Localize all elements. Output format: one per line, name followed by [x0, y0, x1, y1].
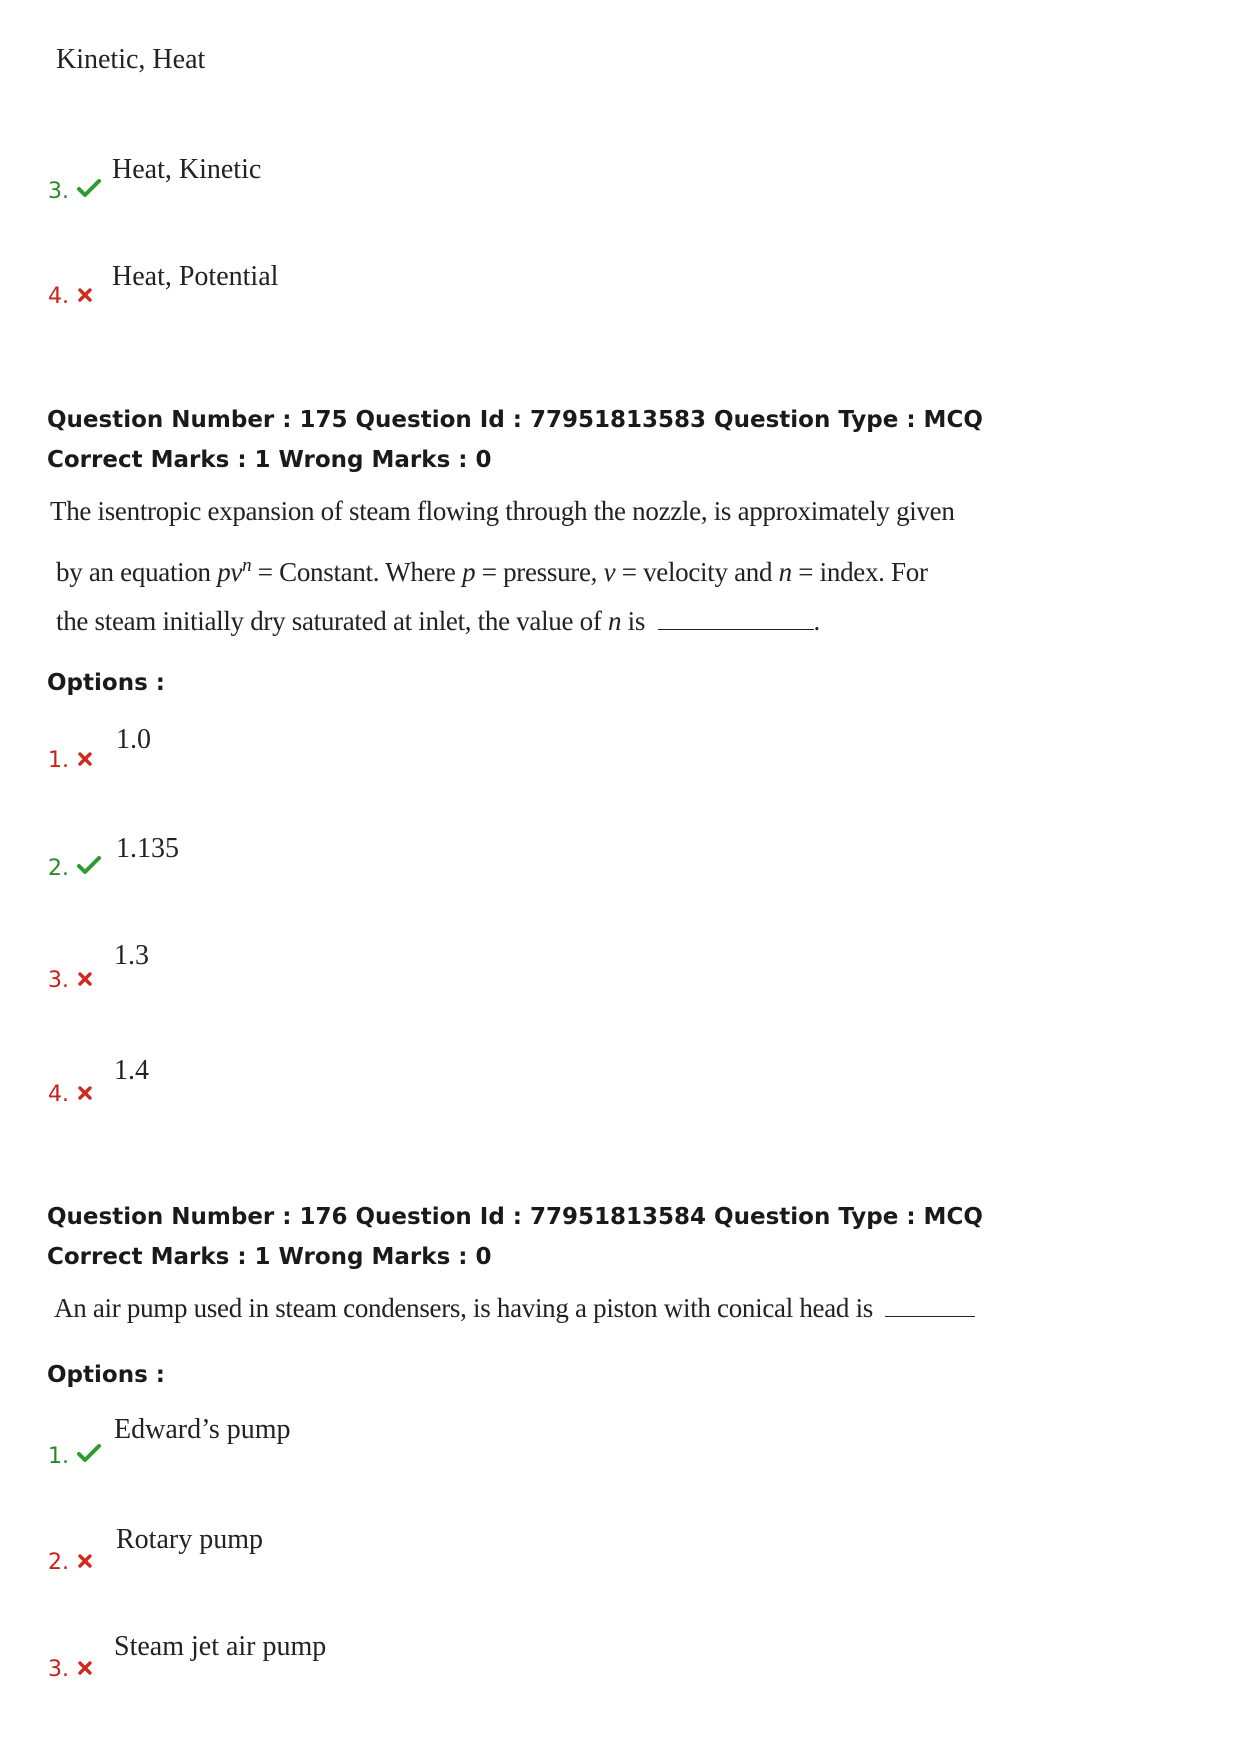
option-number: 1. [48, 1443, 69, 1469]
option-row-176-2 [48, 1550, 93, 1575]
check-icon [77, 1443, 101, 1469]
option-text: Heat, Potential [112, 261, 279, 292]
option-text: Heat, Kinetic [112, 154, 262, 185]
cross-icon [77, 1657, 93, 1682]
option-text: Edward’s pump [114, 1414, 291, 1445]
option-row-prev-3 [48, 178, 101, 204]
question-text-line: An air pump used in steam condensers, is having a piston with conical head is [54, 1293, 975, 1324]
options-label: Options : [47, 670, 165, 696]
option-row-176-1 [48, 1443, 101, 1469]
question-text-line: by an equation $pv^n$ = Constant. Where p = pressure, v = velocity and n = index. For [56, 555, 928, 587]
option-number: 3. [48, 1657, 69, 1682]
question-header: Question Number : 176 Question Id : 77951813584 Question Type : MCQ [47, 1204, 983, 1230]
question-header: Question Number : 175 Question Id : 77951813583 Question Type : MCQ [47, 407, 983, 433]
option-row-175-3 [48, 968, 93, 993]
cross-icon [77, 968, 93, 993]
option-row-175-4 [48, 1082, 93, 1107]
check-icon [77, 855, 101, 881]
answer-blank [658, 628, 814, 630]
options-label: Options : [47, 1362, 165, 1388]
option-text: Rotary pump [116, 1524, 263, 1555]
option-number: 4. [48, 284, 69, 309]
option-row-175-1 [48, 748, 93, 773]
option-number: 4. [48, 1082, 69, 1107]
marks-line: Correct Marks : 1 Wrong Marks : 0 [47, 447, 492, 473]
cross-icon [77, 1082, 93, 1107]
option-row-176-3 [48, 1657, 93, 1682]
option-number: 2. [48, 1550, 69, 1575]
cross-icon [77, 748, 93, 773]
option-text: Steam jet air pump [114, 1631, 327, 1662]
cross-icon [77, 284, 93, 309]
option-text: 1.0 [116, 724, 151, 755]
option-number: 3. [48, 178, 69, 204]
answer-blank [885, 1315, 975, 1317]
check-icon [77, 178, 101, 204]
question-text-line: The isentropic expansion of steam flowing through the nozzle, is approximately given [50, 496, 955, 526]
marks-line: Correct Marks : 1 Wrong Marks : 0 [47, 1244, 492, 1270]
partial-option-text: Kinetic, Heat [56, 44, 206, 75]
question-text-line: the steam initially dry saturated at inlet, the value of n is . [56, 606, 820, 636]
option-row-175-2 [48, 855, 101, 881]
option-number: 2. [48, 855, 69, 881]
option-row-prev-4 [48, 284, 93, 309]
option-number: 3. [48, 968, 69, 993]
option-number: 1. [48, 748, 69, 773]
option-text: 1.4 [114, 1055, 149, 1086]
option-text: 1.135 [116, 833, 179, 864]
cross-icon [77, 1550, 93, 1575]
option-text: 1.3 [114, 940, 149, 971]
